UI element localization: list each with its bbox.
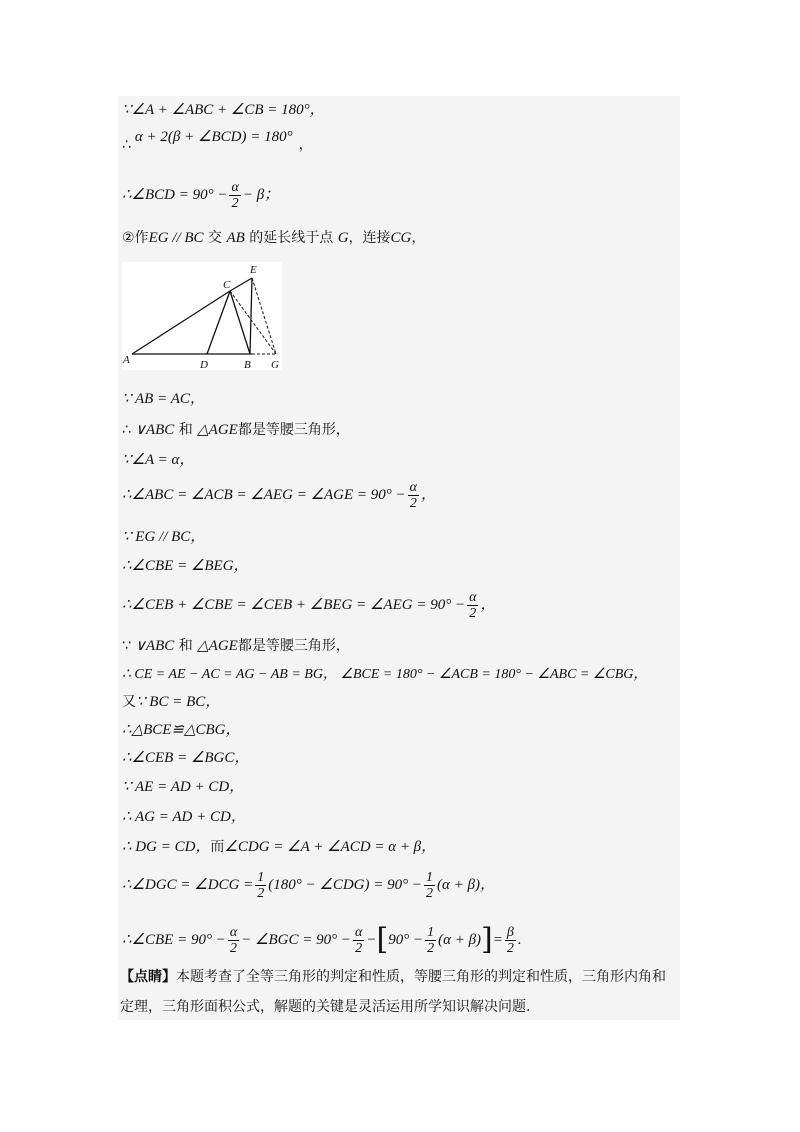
denominator: 2 (469, 605, 477, 621)
period: . (517, 932, 522, 948)
step-18 (122, 808, 246, 826)
step-12 (122, 637, 350, 655)
step-14-text: ∵ BC = BC， (136, 694, 221, 710)
denominator: 2 (427, 940, 435, 956)
denominator: 2 (355, 940, 363, 956)
step-4-g: ，连接 (348, 230, 391, 246)
triangle-AGE: △AGE (197, 638, 238, 654)
step-20 (122, 867, 495, 903)
denominator: 2 (230, 940, 237, 956)
step-21 (122, 920, 522, 960)
isosceles-text: 都是等腰三角形， (237, 422, 350, 438)
therefore-symbol: ∴ (122, 137, 131, 153)
numerator: 1 (427, 924, 435, 940)
and-word: 和 (178, 638, 193, 654)
label-E: E (250, 264, 257, 276)
triangle-ABC: ∨ABC (134, 638, 175, 654)
step-1-text: ∵∠A + ∠ABC + ∠CB = 180°， (122, 102, 325, 118)
step-4-h: CG (390, 230, 412, 246)
right-bracket: ] (481, 922, 493, 957)
step-4-a: ②作 (122, 230, 149, 246)
step-4-i: ， (411, 230, 426, 246)
and-word: 和 (178, 422, 193, 438)
numerator: α (469, 589, 477, 605)
step-20-c: (α + β)， (437, 877, 495, 893)
step-11-left: ∴∠CEB + ∠CBE = ∠CEB + ∠BEG = ∠AEG = 90° − (122, 597, 466, 613)
denominator: 2 (409, 495, 417, 511)
numerator: α (355, 924, 363, 940)
geometry-figure (122, 262, 282, 370)
step-4 (122, 229, 425, 247)
step-10-text: ∴∠CBE = ∠BEG， (122, 558, 249, 574)
step-17-text: ∵ AE = AD + CD， (122, 779, 245, 795)
label-C: C (223, 279, 231, 291)
step-21-c: − (366, 932, 377, 948)
step-3 (122, 178, 279, 212)
step-9-text: ∵ EG // BC， (122, 529, 206, 545)
step-16-text: ∴∠CEB = ∠BGC， (122, 750, 250, 766)
step-14 (122, 693, 220, 711)
step-5 (122, 390, 205, 408)
step-2 (122, 129, 313, 154)
numerator: α (231, 179, 239, 195)
step-4-e: 的延长线于点 (249, 230, 334, 246)
denominator: 2 (231, 195, 239, 211)
step-18-text: ∴ AG = AD + CD， (122, 809, 246, 825)
numerator: β (505, 925, 516, 941)
numerator: 1 (426, 869, 434, 885)
left-bracket: [ (376, 922, 389, 957)
step-17 (122, 778, 244, 796)
step-19 (122, 838, 436, 856)
step-6 (122, 421, 350, 439)
fraction-result (505, 925, 516, 956)
step-15 (122, 721, 241, 739)
denominator: 2 (506, 940, 514, 956)
equals-sign: = (492, 932, 503, 948)
step-19-c: ∠CDG = ∠A + ∠ACD = α + β， (224, 839, 437, 855)
fraction (228, 925, 239, 956)
fraction (467, 590, 478, 621)
step-8 (122, 478, 436, 512)
denominator: 2 (257, 885, 265, 901)
step-3-right: − β； (242, 187, 280, 203)
step-8-right: ， (421, 487, 437, 503)
step-7-text: ∵∠A = α， (122, 452, 195, 468)
also-word: 又 (122, 694, 136, 710)
fraction-half (425, 925, 436, 956)
numerator: α (409, 479, 418, 495)
step-21-d: 90° − (388, 932, 424, 948)
step-4-c: 交 (208, 230, 223, 246)
label-A: A (123, 354, 130, 366)
numerator: 1 (257, 869, 265, 885)
step-3-left: ∴∠BCD = 90° − (122, 187, 228, 203)
comment-tag: 【点睛】 (120, 969, 176, 985)
therefore-symbol: ∴ (122, 422, 131, 438)
comment-paragraph (120, 962, 676, 1022)
triangle-AGE: △AGE (197, 422, 238, 438)
denominator: 2 (426, 885, 434, 901)
isosceles-text: 都是等腰三角形， (237, 638, 350, 654)
step-5-text: ∵ AB = AC， (122, 391, 205, 407)
step-20-b: (180° − ∠CDG) = 90° − (268, 877, 423, 893)
step-13 (122, 666, 647, 684)
step-20-a: ∴∠DGC = ∠DCG = (122, 877, 254, 893)
step-4-b: EG // BC (148, 230, 204, 246)
step-8-left: ∴∠ABC = ∠ACB = ∠AEG = ∠AGE = 90° − (122, 487, 406, 503)
fraction (408, 480, 419, 511)
label-D: D (200, 359, 208, 370)
because-symbol: ∵ (122, 638, 131, 654)
step-2-formula: α + 2(β + ∠BCD) = 180° (134, 129, 293, 145)
step-10 (122, 557, 249, 575)
fraction-half (255, 870, 266, 901)
step-15-text: ∴△BCE≌△CBG， (122, 722, 241, 738)
step-19-b: 而 (210, 839, 225, 855)
step-4-d: AB (226, 230, 245, 246)
fraction (229, 180, 240, 211)
comment-text: 本题考查了全等三角形的判定和性质，等腰三角形的判定和性质，三角形内角和定理，三角形面积公式，解题的关键是灵活运用所学知识解决问题. (120, 969, 666, 1015)
step-16 (122, 749, 249, 767)
label-G: G (271, 359, 279, 370)
fraction (353, 925, 364, 956)
comma: ， (298, 137, 313, 153)
step-1 (122, 101, 325, 119)
step-7 (122, 451, 194, 469)
step-21-b: − ∠BGC = 90° − (241, 932, 351, 948)
label-B: B (244, 359, 251, 370)
step-9 (122, 528, 205, 546)
step-21-e: (α + β) (438, 932, 482, 948)
step-19-a: ∴ DG = CD， (122, 839, 211, 855)
step-4-f: G (337, 230, 349, 246)
step-11-right: ， (480, 597, 496, 613)
triangle-ABC: ∨ABC (134, 422, 175, 438)
step-21-a: ∴∠CBE = 90° − (122, 932, 226, 948)
fraction-half (424, 870, 435, 901)
numerator: α (229, 924, 238, 940)
step-11 (122, 588, 495, 622)
step-13-text: ∴ CE = AE − AC = AG − AB = BG， ∠BCE = 180° − ∠ACB = 180° − ∠ABC = ∠CBG， (122, 667, 648, 682)
